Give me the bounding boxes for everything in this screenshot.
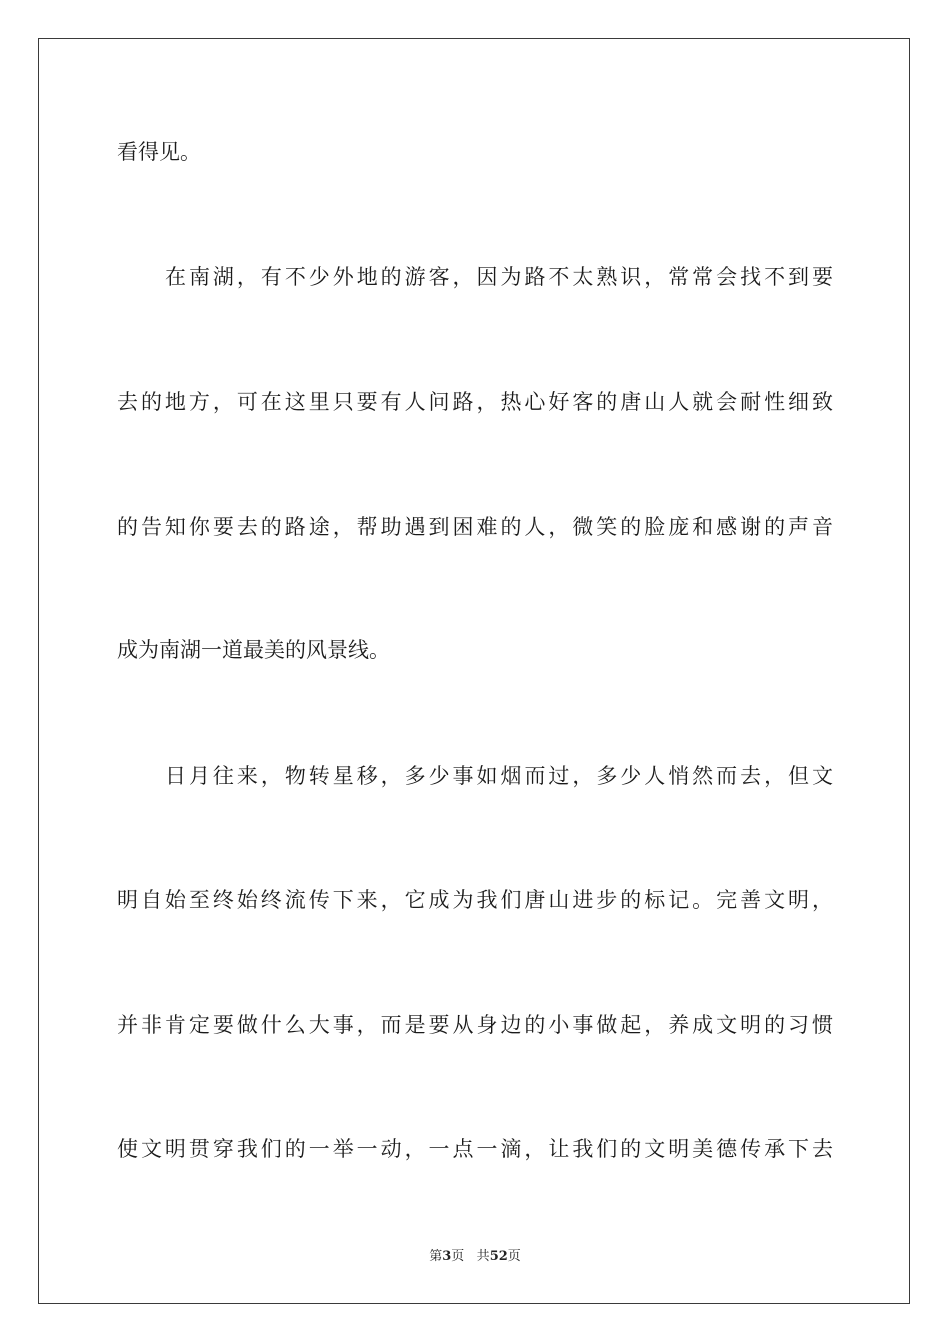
text-line-9: 使文明贯穿我们的一举一动，一点一滴，让我们的文明美德传承下去	[117, 1137, 833, 1161]
page-footer	[0, 1248, 950, 1266]
text-line-4: 的告知你要去的路途，帮助遇到困难的人，微笑的脸庞和感谢的声音	[117, 515, 833, 539]
text-line-8: 并非肯定要做什么大事，而是要从身边的小事做起，养成文明的习惯	[117, 1013, 833, 1037]
total-label-prefix: 共	[476, 1249, 490, 1264]
total-label-suffix: 页	[507, 1249, 521, 1264]
page-label-prefix: 第	[429, 1249, 443, 1264]
page-number: 3	[442, 1249, 452, 1264]
total-pages: 52	[489, 1249, 508, 1264]
page-label-suffix: 页	[451, 1249, 465, 1264]
text-line-7: 明自始至终始终流传下来，它成为我们唐山进步的标记。完善文明，	[117, 888, 833, 912]
text-line-2: 在南湖，有不少外地的游客，因为路不太熟识，常常会找不到要	[165, 265, 833, 289]
page-frame	[38, 38, 910, 1304]
text-line-1: 看得见。	[117, 140, 201, 164]
text-line-5: 成为南湖一道最美的风景线。	[117, 638, 390, 662]
text-line-6: 日月往来，物转星移，多少事如烟而过，多少人悄然而去，但文	[165, 764, 833, 788]
text-line-3: 去的地方，可在这里只要有人问路，热心好客的唐山人就会耐性细致	[117, 390, 833, 414]
